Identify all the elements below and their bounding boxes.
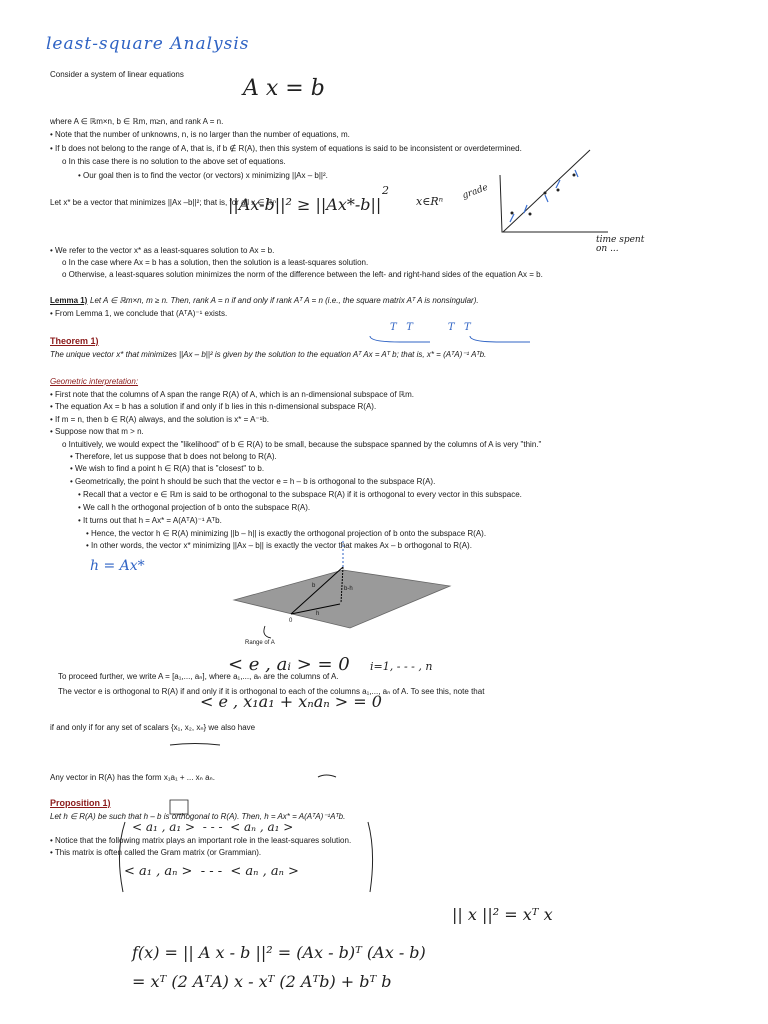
geo-line-13: • In other words, the vector x* minimizing ||Ax – b|| is exactly the vector that makes Ax – b orthogonal to R(A). — [86, 541, 472, 550]
bullet-otherwise: o Otherwise, a least-squares solution minimizes the norm of the difference between the left- and right-hand sides of the equation Ax = b. — [62, 270, 543, 279]
handwritten-inequality: ||Ax-b||² ≥ ||Ax*-b|| — [228, 195, 382, 214]
geo-line-8: • Geometrically, the point h should be such that the vector e = h – b is orthogonal to the subspace R(A). — [70, 477, 436, 486]
proposition-heading: Proposition 1) — [50, 798, 111, 808]
iff-line: if and only if for any set of scalars {x₁, x₂, xₙ} we also have — [50, 723, 256, 732]
proposition-bullet-1: • Notice that the following matrix plays an important role in the least-squares solution. — [50, 836, 352, 845]
handwritten-index: i=1, - - - , n — [370, 660, 433, 673]
handwritten-equation-axb: A x = b — [243, 76, 325, 101]
theorem-heading: Theorem 1) — [50, 336, 99, 346]
intro-text: Consider a system of linear equations — [50, 70, 184, 79]
figure-label-bh: b-h — [344, 586, 353, 592]
figure-label-b: b — [312, 583, 316, 589]
handwritten-transpose-marks: T T T T — [390, 322, 471, 333]
handwritten-grade-label: grade — [461, 182, 490, 202]
handwritten-gram-row-2: < a₁ , aₙ > - - - < aₙ , aₙ > — [124, 864, 299, 879]
orthogonal-line: The vector e is orthogonal to R(A) if and only if it is orthogonal to each of the columns a₁,..., aₙ of A. To see this, note that — [58, 687, 485, 696]
geo-line-7: • We wish to find a point h ∈ R(A) that is "closest" to b. — [70, 464, 265, 473]
figure-label-range: Range of A — [245, 640, 275, 646]
lemma-bullet: • From Lemma 1, we conclude that (AᵀA)⁻¹ exists. — [50, 309, 228, 318]
handwritten-e-ai: < e , aᵢ > = 0 — [228, 654, 350, 675]
proposition-body: Let h ∈ R(A) be such that h – b is orthogonal to R(A). Then, h = Ax* = A(AᵀA)⁻¹Aᵀb. — [50, 812, 346, 821]
handwritten-f-line-2: = xᵀ (2 AᵀA) x - xᵀ (2 Aᵀb) + bᵀ b — [132, 972, 392, 991]
figure-label-origin: 0 — [289, 618, 293, 624]
bullet-goal: • Our goal then is to find the vector (or vectors) x minimizing ||Ax – b||². — [78, 171, 328, 180]
lemma-heading: Lemma 1) — [50, 296, 88, 305]
let-line: Let x* be a vector that minimizes ||Ax –b||²; that is, for all x ∈ ℝⁿ — [50, 198, 276, 207]
geo-line-10: • We call h the orthogonal projection of b onto the subspace R(A). — [78, 503, 311, 512]
figure-label-h: h — [316, 611, 320, 617]
geo-line-6: • Therefore, let us suppose that b does not belong to R(A). — [70, 452, 277, 461]
theorem-body: The unique vector x* that minimizes ||Ax – b||² is given by the solution to the equation Aᵀ Ax = Aᵀ b; that is, x* = (AᵀA)⁻¹ Aᵀb. — [50, 350, 487, 359]
bullet-unknowns: • Note that the number of unknowns, n, is no larger than the number of equations, m. — [50, 130, 350, 139]
geometric-heading: Geometric interpretation: — [50, 377, 139, 386]
handwritten-time-label: time spent on ... — [596, 235, 645, 254]
bullet-has-solution: o In the case where Ax = b has a solution, then the solution is a least-squares solution. — [62, 258, 369, 267]
geo-line-3: • If m = n, then b ∈ R(A) always, and the solution is x* = A⁻¹b. — [50, 415, 269, 424]
proceed-line: To proceed further, we write A = [a₁,..., aₙ], where a₁,..., aₙ are the columns of A. — [58, 672, 339, 681]
geo-line-12: • Hence, the vector h ∈ R(A) minimizing ||b – h|| is exactly the orthogonal projection of b onto the subspace R(A). — [86, 529, 487, 538]
any-vector-line: Any vector in R(A) has the form x₁a₁ + ... xₙ aₙ. — [50, 773, 215, 782]
geo-line-9: • Recall that a vector e ∈ ℝm is said to be orthogonal to the subspace R(A) if it is orthogonal to every vector in this subspace. — [78, 490, 522, 499]
handwritten-e-combination: < e , x₁a₁ + xₙaₙ > = 0 — [200, 692, 382, 711]
handwritten-h-eq: h = Ax* — [90, 558, 145, 574]
proposition-bullet-2: • This matrix is often called the Gram matrix (or Grammian). — [50, 848, 262, 857]
geo-line-2: • The equation Ax = b has a solution if and only if b lies in this n-dimensional subspace R(A). — [50, 402, 377, 411]
handwritten-f-line-1: f(x) = || A x - b ||² = (Ax - b)ᵀ (Ax - b) — [132, 943, 426, 962]
geo-line-5: o Intuitively, we would expect the "likelihood" of b ∈ R(A) to be small, because the subspace spanned by the columns of A is very "thin." — [62, 440, 542, 449]
bullet-least-squares: • We refer to the vector x* as a least-squares solution to Ax = b. — [50, 246, 275, 255]
handwritten-x-in-rn: x∈Rⁿ — [416, 195, 444, 208]
bullet-no-solution: o In this case there is no solution to the above set of equations. — [62, 157, 286, 166]
lemma-body: Let A ∈ ℝm×n, m ≥ n. Then, rank A = n if and only if rank Aᵀ A = n (i.e., the square matrix Aᵀ A is nonsingular). — [90, 296, 479, 305]
handwritten-gram-row-1: < a₁ , a₁ > - - - < aₙ , a₁ > — [132, 820, 294, 834]
handwritten-exponent: 2 — [382, 184, 389, 197]
where-line: where A ∈ ℝm×n, b ∈ ℝm, m≥n, and rank A = n. — [50, 117, 224, 126]
bullet-range: • If b does not belong to the range of A, that is, if b ∉ R(A), then this system of equations is said to be inconsistent or overdetermined. — [50, 144, 522, 153]
handwritten-title: least-square Analysis — [46, 34, 250, 54]
geo-line-4: • Suppose now that m > n. — [50, 427, 144, 436]
geo-line-1: • First note that the columns of A span the range R(A) of A, which is an n-dimensional subspace of ℝm. — [50, 390, 414, 399]
handwritten-norm: || x ||² = xᵀ x — [452, 905, 553, 924]
geo-line-11: • It turns out that h = Ax* = A(AᵀA)⁻¹ Aᵀb. — [78, 516, 222, 525]
